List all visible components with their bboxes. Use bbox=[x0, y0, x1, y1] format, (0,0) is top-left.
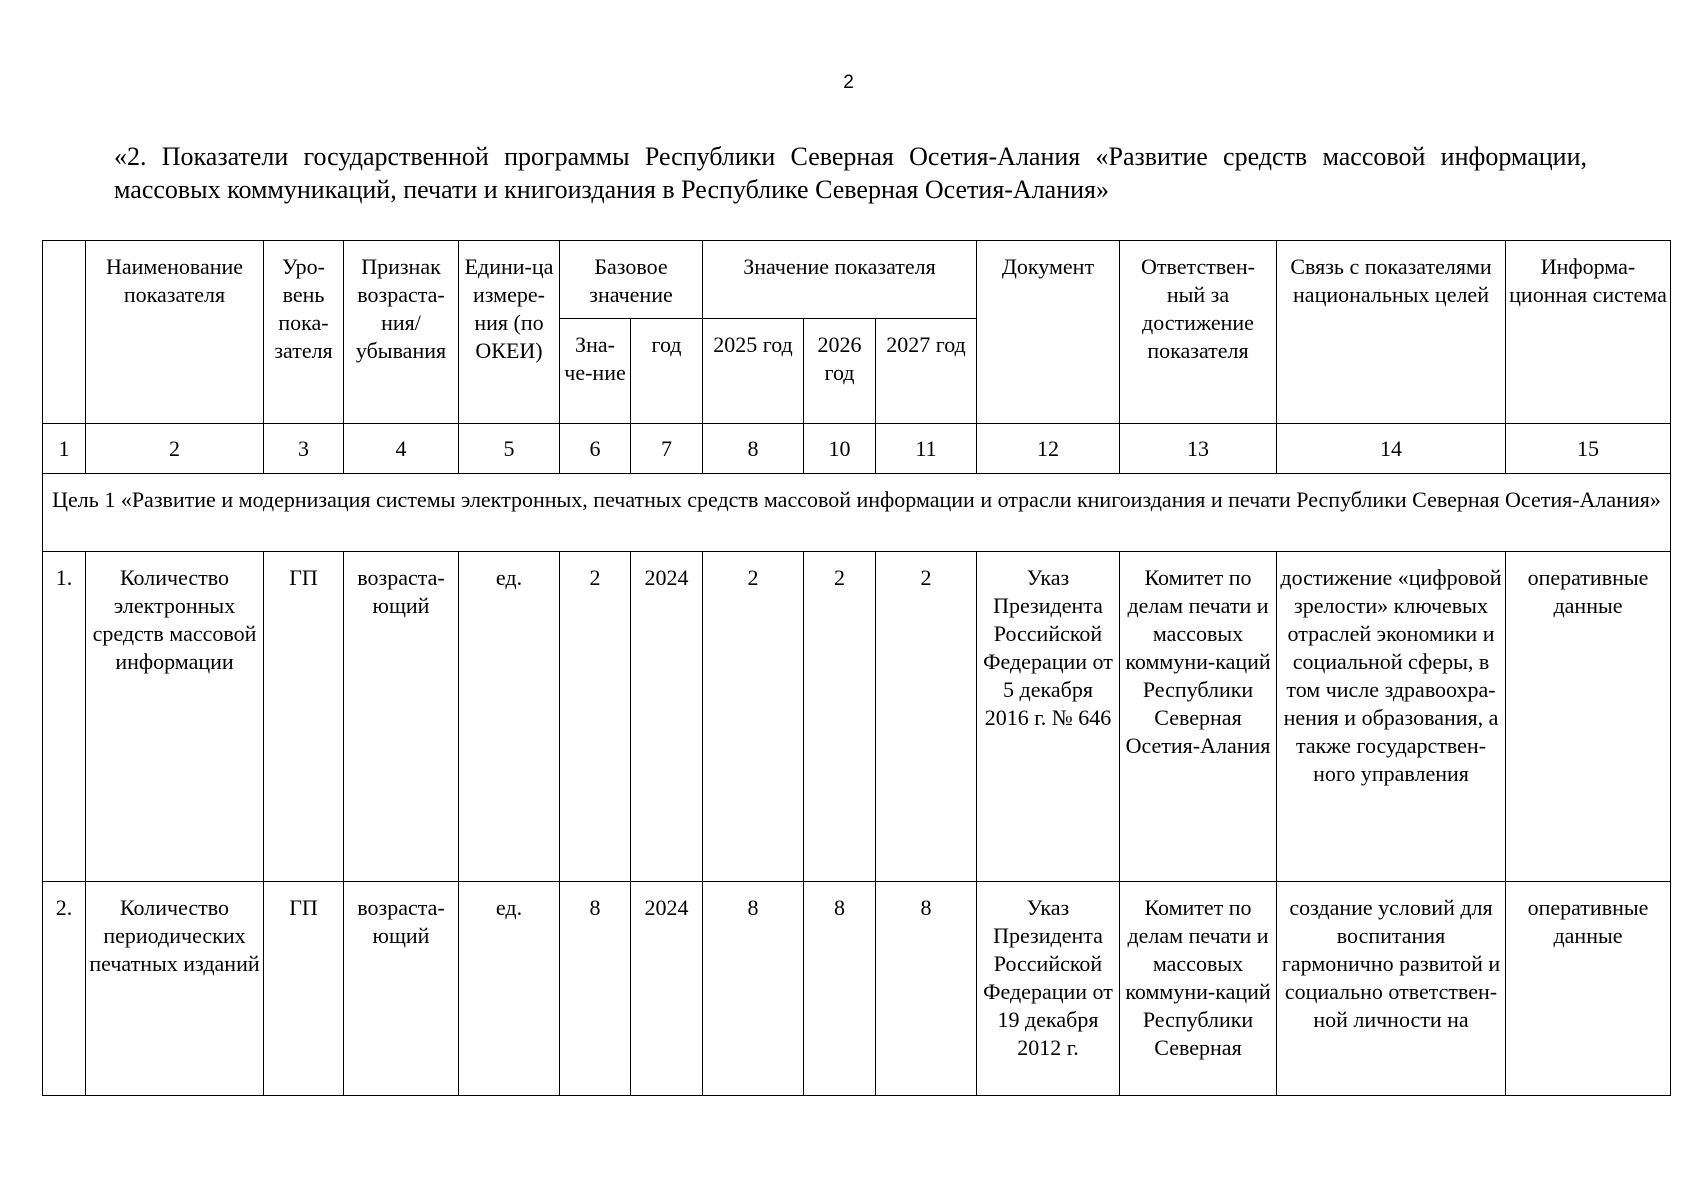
column-number: 15 bbox=[1506, 424, 1671, 474]
header-values-group: Значение показателя bbox=[703, 241, 977, 319]
value-2027: 2 bbox=[876, 552, 977, 882]
header-trend: Признак возраста-ния/ убывания bbox=[344, 241, 459, 424]
indicator-trend: возраста-ющий bbox=[344, 552, 459, 882]
indicator-trend: возраста-ющий bbox=[344, 882, 459, 1096]
national-goals-link: создание условий для воспитания гармонично развитой и социально ответствен-ной личности на bbox=[1277, 882, 1506, 1096]
header-document: Документ bbox=[977, 241, 1120, 424]
header-base-value: Зна-че-ние bbox=[560, 319, 631, 424]
value-2027: 8 bbox=[876, 882, 977, 1096]
indicator-unit: ед. bbox=[459, 552, 560, 882]
indicators-table bbox=[42, 240, 1671, 1096]
info-system: оперативные данные bbox=[1506, 552, 1671, 882]
indicator-name: Количество периодических печатных изданий bbox=[86, 882, 264, 1096]
responsible: Комитет по делам печати и массовых коммуни-каций Республики Северная bbox=[1120, 882, 1277, 1096]
document: Указ Президента Российской Федерации от 19 декабря 2012 г. bbox=[977, 882, 1120, 1096]
indicator-name: Количество электронных средств массовой информации bbox=[86, 552, 264, 882]
section-title: «2. Показатели государственной программы Республики Северная Осетия-Алания «Развитие средств массовой информации, массовых коммуникаций, печати и книгоиздания в Республике Северная Осетия-Алания» bbox=[114, 142, 1587, 204]
header-base-group: Базовое значение bbox=[560, 241, 703, 319]
indicator-level: ГП bbox=[264, 552, 344, 882]
column-number: 3 bbox=[264, 424, 344, 474]
page-number: 2 bbox=[843, 72, 854, 93]
indicator-level: ГП bbox=[264, 882, 344, 1096]
column-number: 13 bbox=[1120, 424, 1277, 474]
table-row bbox=[43, 552, 1671, 882]
document: Указ Президента Российской Федерации от 5 декабря 2016 г. № 646 bbox=[977, 552, 1120, 882]
base-year: 2024 bbox=[631, 552, 703, 882]
value-2026: 8 bbox=[804, 882, 876, 1096]
value-2026: 2 bbox=[804, 552, 876, 882]
header-index bbox=[43, 241, 86, 424]
base-year: 2024 bbox=[631, 882, 703, 1096]
header-2025: 2025 год bbox=[703, 319, 804, 424]
value-2025: 8 bbox=[703, 882, 804, 1096]
table-row bbox=[43, 882, 1671, 1096]
national-goals-link: достижение «цифровой зрелости» ключевых отраслей экономики и социальной сферы, в том числе здравоохра-нения и образования, а также государствен-ного управления bbox=[1277, 552, 1506, 882]
column-number: 4 bbox=[344, 424, 459, 474]
header-name: Наименование показателя bbox=[86, 241, 264, 424]
base-value: 2 bbox=[560, 552, 631, 882]
column-number: 6 bbox=[560, 424, 631, 474]
info-system: оперативные данные bbox=[1506, 882, 1671, 1096]
column-number: 1 bbox=[43, 424, 86, 474]
base-value: 8 bbox=[560, 882, 631, 1096]
header-base-year: год bbox=[631, 319, 703, 424]
column-number: 12 bbox=[977, 424, 1120, 474]
indicator-unit: ед. bbox=[459, 882, 560, 1096]
row-number: 1. bbox=[43, 552, 86, 882]
header-2027: 2027 год bbox=[876, 319, 977, 424]
column-number: 5 bbox=[459, 424, 560, 474]
header-responsible: Ответствен-ный за достижение показателя bbox=[1120, 241, 1277, 424]
header-level: Уро-вень пока-зателя bbox=[264, 241, 344, 424]
value-2025: 2 bbox=[703, 552, 804, 882]
column-number: 7 bbox=[631, 424, 703, 474]
column-number: 10 bbox=[804, 424, 876, 474]
header-national-goals-link: Связь с показателями национальных целей bbox=[1277, 241, 1506, 424]
responsible: Комитет по делам печати и массовых коммуни-каций Республики Северная Осетия-Алания bbox=[1120, 552, 1277, 882]
row-number: 2. bbox=[43, 882, 86, 1096]
column-number: 14 bbox=[1277, 424, 1506, 474]
goal-row: Цель 1 «Развитие и модернизация системы электронных, печатных средств массовой информации и отрасли книгоиздания и печати Республики Северная Осетия-Алания» bbox=[43, 474, 1671, 552]
header-unit: Едини-ца измере-ния (по ОКЕИ) bbox=[459, 241, 560, 424]
column-number: 8 bbox=[703, 424, 804, 474]
header-2026: 2026 год bbox=[804, 319, 876, 424]
header-info-system: Информа-ционная система bbox=[1506, 241, 1671, 424]
column-number: 2 bbox=[86, 424, 264, 474]
column-number: 11 bbox=[876, 424, 977, 474]
